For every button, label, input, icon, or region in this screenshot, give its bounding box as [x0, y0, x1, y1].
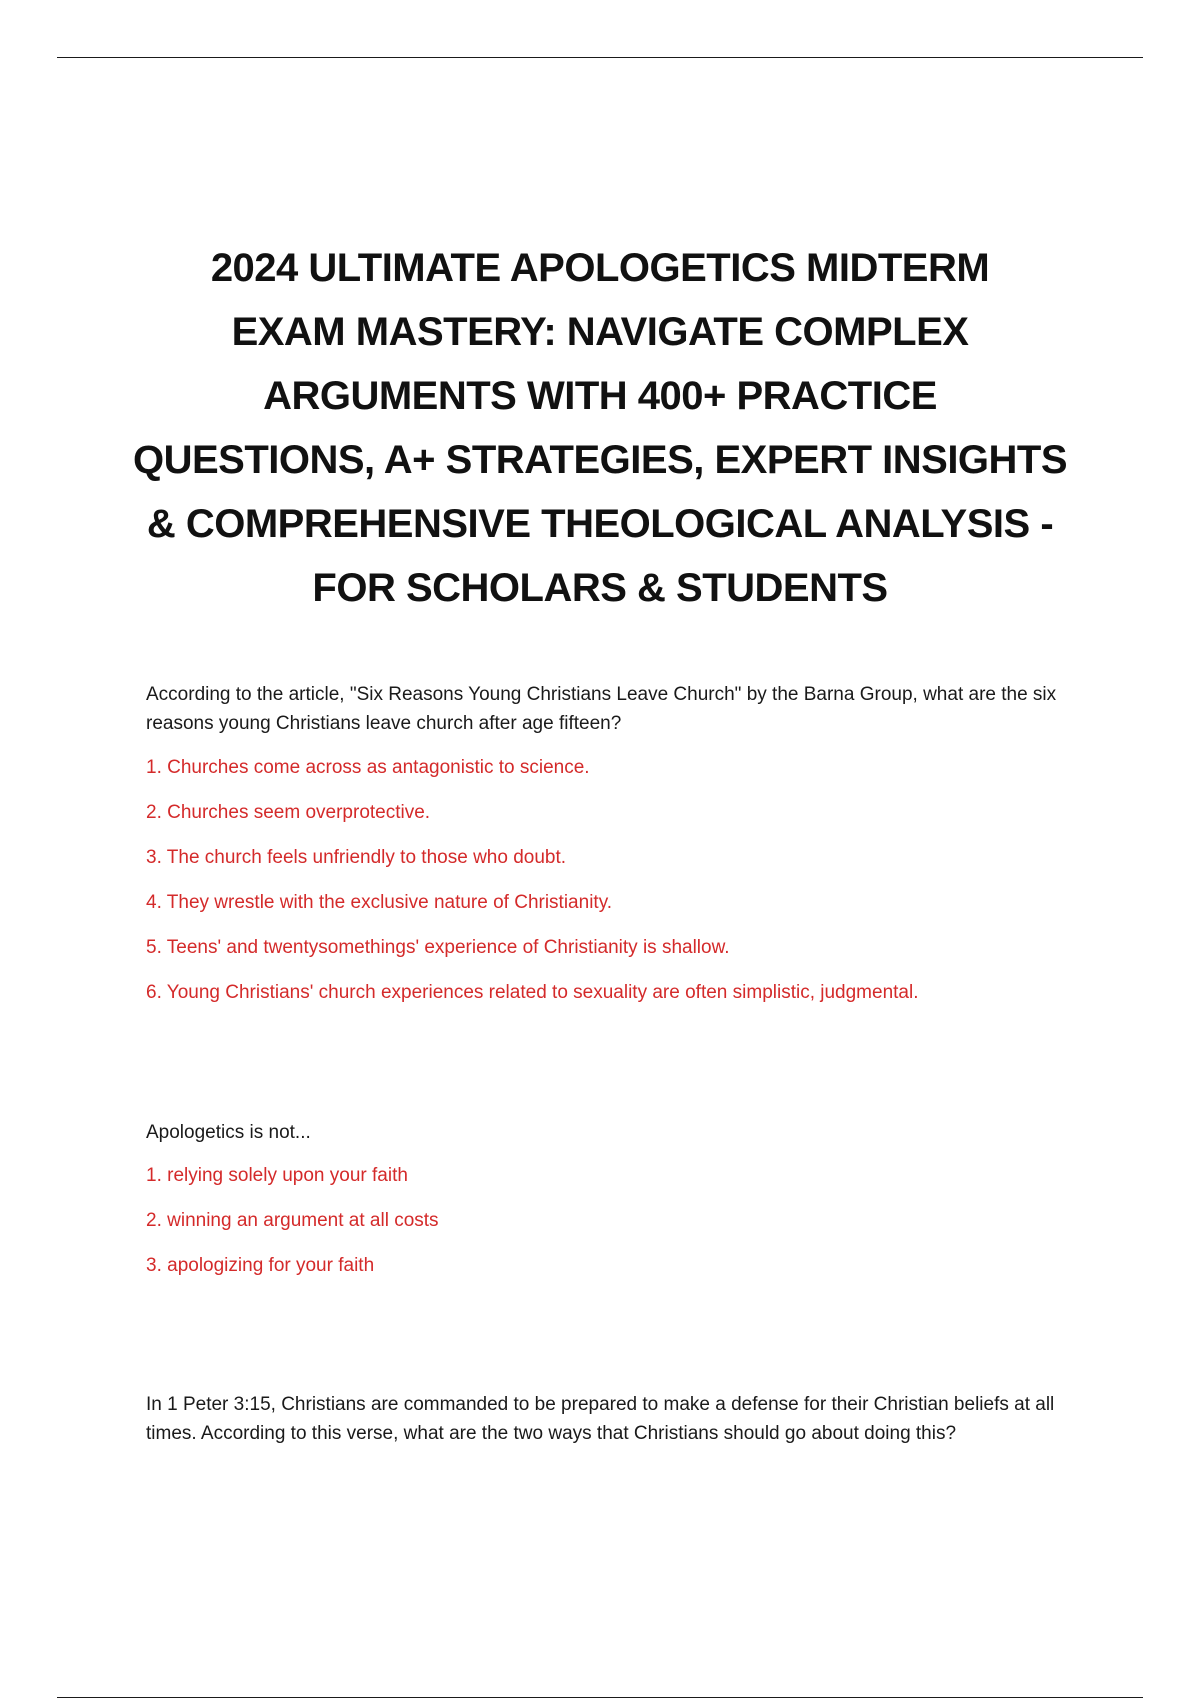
title-line: & COMPREHENSIVE THEOLOGICAL ANALYSIS - — [146, 502, 1054, 546]
answer-item: 5. Teens' and twentysomethings' experience of Christianity is shallow. — [146, 937, 730, 958]
title-line: FOR SCHOLARS & STUDENTS — [312, 566, 888, 610]
document-title — [100, 236, 1100, 620]
bottom-rule — [57, 1697, 1143, 1698]
answer-item: 6. Young Christians' church experiences related to sexuality are often simplistic, judgmental. — [146, 982, 919, 1003]
answer-item: 3. The church feels unfriendly to those who doubt. — [146, 847, 567, 868]
answer-item: 3. apologizing for your faith — [146, 1255, 375, 1276]
answer-item: 1. Churches come across as antagonistic to science. — [146, 757, 590, 778]
title-line: EXAM MASTERY: NAVIGATE COMPLEX — [231, 310, 969, 354]
top-rule — [57, 57, 1143, 58]
answer-item: 2. winning an argument at all costs — [146, 1210, 439, 1231]
title-line: ARGUMENTS WITH 400+ PRACTICE — [263, 374, 937, 418]
question-3: In 1 Peter 3:15, Christians are commanded to be prepared to make a defense for their Christian beliefs at all times. According to this verse, what are the two ways that Christians should go about doing this? — [146, 1394, 1055, 1444]
answer-list-1 — [146, 756, 1096, 1026]
title-line: QUESTIONS, A+ STRATEGIES, EXPERT INSIGHTS — [132, 438, 1068, 482]
question-2: Apologetics is not... — [146, 1122, 311, 1143]
answer-item: 2. Churches seem overprotective. — [146, 802, 431, 823]
title-line: 2024 ULTIMATE APOLOGETICS MIDTERM — [210, 246, 990, 290]
question-1: According to the article, "Six Reasons Young Christians Leave Church" by the Barna Group, what are the six reasons young Christians leave church after age fifteen? — [146, 684, 1057, 734]
answer-item: 4. They wrestle with the exclusive nature of Christianity. — [146, 892, 613, 913]
answer-item: 1. relying solely upon your faith — [146, 1165, 408, 1186]
answer-list-2 — [146, 1164, 1096, 1299]
